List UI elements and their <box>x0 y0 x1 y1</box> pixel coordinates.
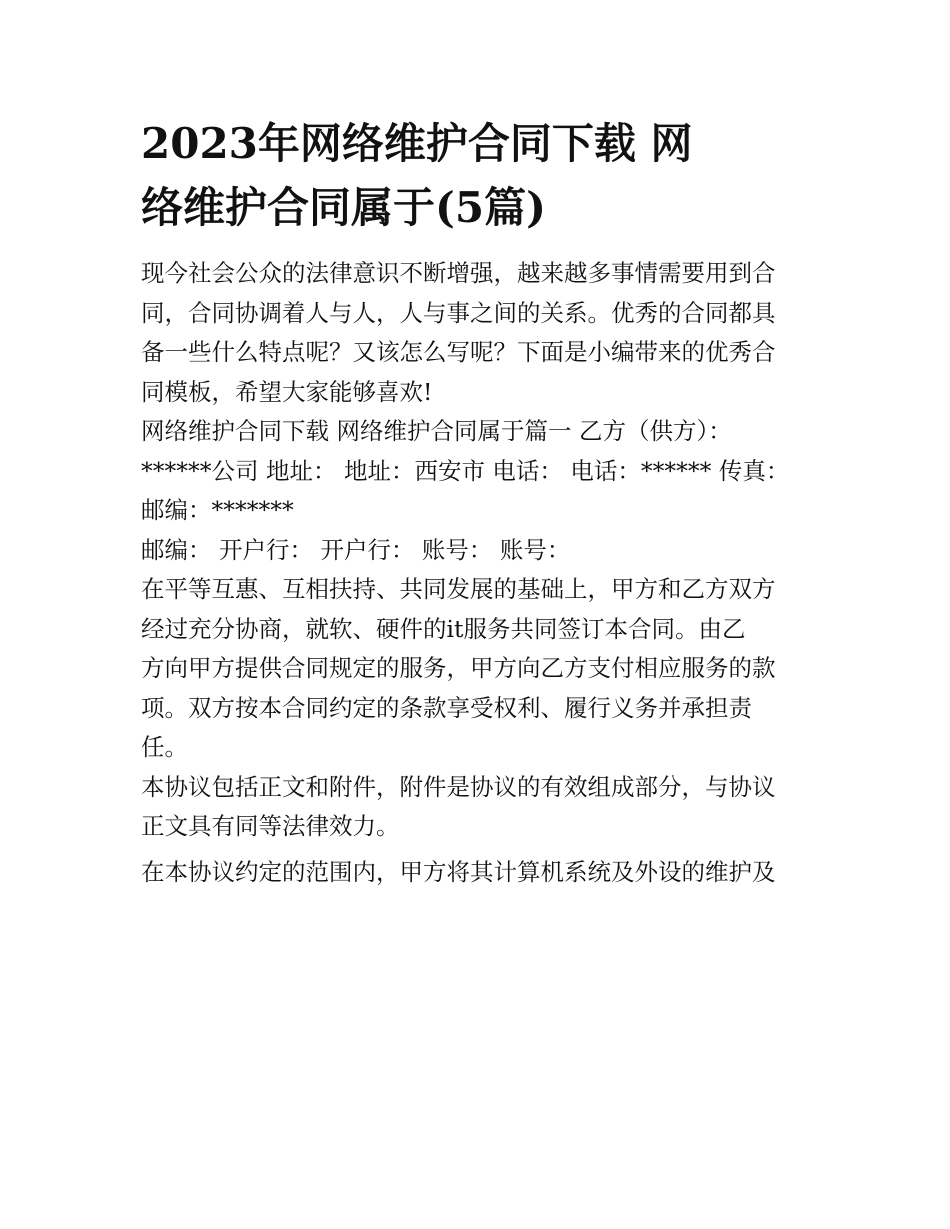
document-body <box>141 254 813 892</box>
text-line: 网络维护合同下载 网络维护合同属于篇一 乙方（供方）： <box>141 417 732 445</box>
agreement-range-paragraph <box>141 853 813 893</box>
text-line: 项。双方按本合同约定的条款享受权利、履行义务并承担责 <box>141 693 752 722</box>
text-line: 现今社会公众的法律意识不断增强，越来越多事情需要用到合 <box>141 259 776 287</box>
text-line: ******公司 地址： 地址：西安市 电话： 电话：****** 传真： <box>141 456 790 485</box>
text-line: 正文具有同等法律效力。 <box>141 812 400 840</box>
text-line: 在平等互惠、互相扶持、共同发展的基础上，甲方和乙方双方 <box>141 575 776 603</box>
document-page <box>141 112 813 892</box>
title-line: 2023年网络维护合同下载 网 <box>141 119 693 168</box>
text-line: 同模板，希望大家能够喜欢! <box>141 377 433 406</box>
text-line: 在本协议约定的范围内，甲方将其计算机系统及外设的维护及 <box>141 857 776 886</box>
text-line: 任。 <box>141 733 188 761</box>
text-line: 备一些什么特点呢？又该怎么写呢？下面是小编带来的优秀合 <box>141 338 776 366</box>
scope-paragraph <box>141 768 813 847</box>
text-line: 方向甲方提供合同规定的服务，甲方向乙方支付相应服务的款 <box>141 654 776 682</box>
preamble-paragraph <box>141 570 813 768</box>
title-line: 络维护合同属于(5篇) <box>141 183 546 232</box>
document-title <box>141 112 813 240</box>
text-line: 本协议包括正文和附件，附件是协议的有效组成部分，与协议 <box>141 772 776 801</box>
bank-info-paragraph <box>141 531 813 571</box>
text-line: 邮编： 开户行： 开户行： 账号： 账号： <box>141 535 571 564</box>
text-line: 同，合同协调着人与人，人与事之间的关系。优秀的合同都具 <box>141 298 776 327</box>
intro-paragraph <box>141 254 813 412</box>
text-line: 经过充分协商，就软、硬件的it服务共同签订本合同。由乙 <box>141 614 746 643</box>
text-line: 邮编：******* <box>141 496 294 524</box>
party-info-paragraph <box>141 412 813 531</box>
